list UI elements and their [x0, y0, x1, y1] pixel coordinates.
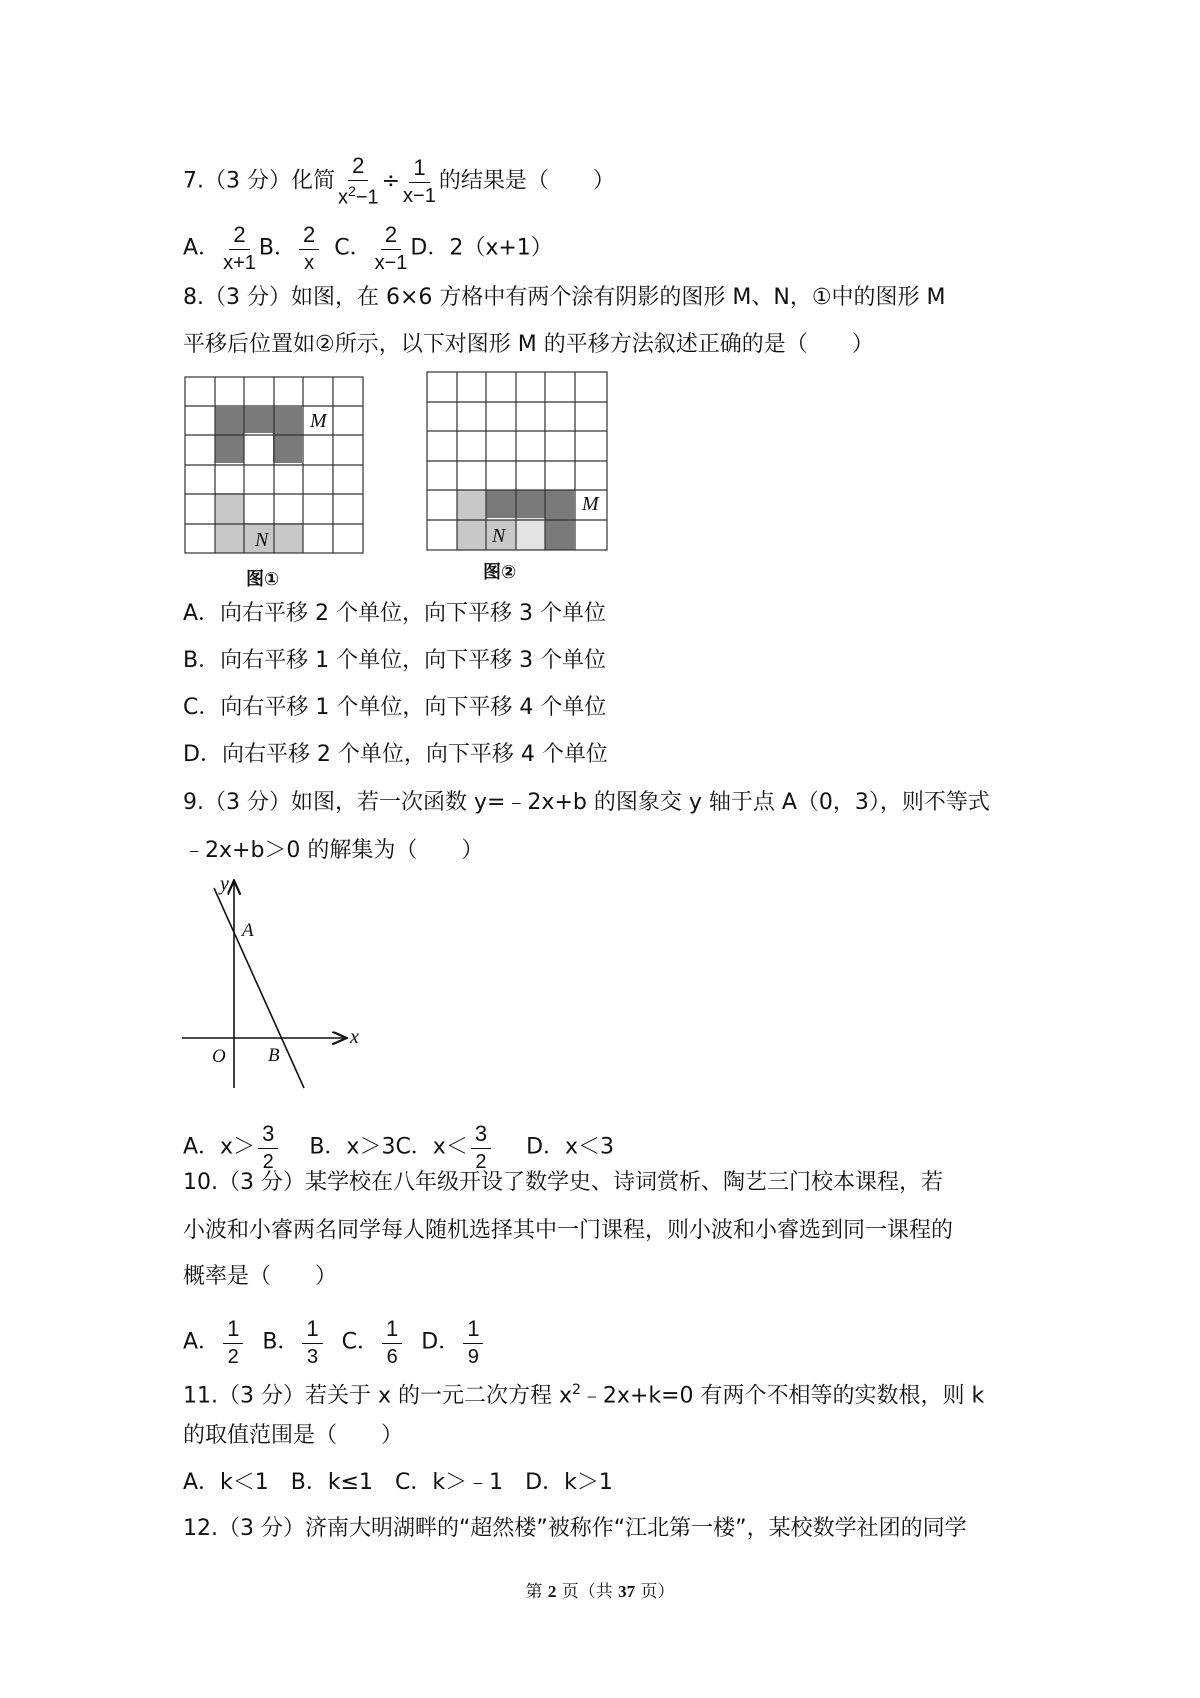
q9-option-c-denominator: 2 [475, 1151, 487, 1173]
q11-line-1-post: ﹣2x+k=0 有两个不相等的实数根，则 k [580, 1383, 985, 1409]
q9-option-d: D．x＜3 [526, 1134, 615, 1160]
q7-fraction-1 [338, 155, 379, 208]
q9-option-c-numerator: 3 [471, 1123, 491, 1149]
q10-option-b-numerator: 1 [302, 1318, 322, 1344]
q10-option-d-label: D． [421, 1329, 461, 1355]
q10-option-c-label: C． [341, 1329, 380, 1355]
q9-option-a-pre: A．x＞ [183, 1134, 256, 1160]
q7-f1-den-tail: −1 [355, 186, 379, 209]
q10-line-3: 概率是（ ） [183, 1264, 338, 1289]
q10-option-d-denominator: 9 [467, 1346, 479, 1368]
q10-option-a-denominator: 2 [227, 1346, 239, 1368]
footer-page-number: 2 [547, 1582, 557, 1601]
q7-option-b-fraction [299, 224, 319, 273]
q8-option-a: A．向右平移 2 个单位，向下平移 3 个单位 [183, 601, 607, 626]
q7-options [183, 224, 553, 273]
q7-option-b-numerator: 2 [299, 224, 319, 250]
q10-option-c-fraction [382, 1318, 402, 1367]
q7-option-b-denominator: x [304, 252, 315, 274]
footer-pre: 第 [525, 1582, 548, 1602]
q7-option-d: D．2（x+1） [410, 235, 553, 261]
q9-point-b-label: B [268, 1045, 280, 1066]
page-footer [0, 1577, 1200, 1602]
q7-fraction-2 [403, 154, 436, 207]
q11-options: A．k＜1 B．k≤1 C．k＞﹣1 D．k＞1 [183, 1470, 613, 1495]
q8-option-d: D．向右平移 2 个单位，向下平移 4 个单位 [183, 742, 608, 767]
q9-y-label: y [220, 873, 229, 895]
q7-option-c-denominator: x−1 [374, 252, 408, 274]
q8-option-b: B．向右平移 1 个单位，向下平移 3 个单位 [183, 648, 607, 673]
q7-stem-prefix: 7.（3 分）化简 [183, 168, 335, 194]
q11-line-1 [183, 1375, 984, 1411]
q7-f1-den-base: x [337, 186, 348, 209]
footer-post: 页） [635, 1582, 675, 1602]
q8-figure-2-caption: 图② [483, 562, 517, 583]
q7-fraction-1-numerator: 2 [348, 155, 368, 181]
q7-fraction-1-denominator [338, 181, 379, 208]
footer-total-pages: 37 [618, 1582, 636, 1601]
q9-graph [180, 870, 370, 1095]
footer-mid: 页（共 [556, 1582, 619, 1602]
q8-fig1-label-m: M [310, 410, 327, 432]
q7-option-c-numerator: 2 [381, 224, 401, 250]
q10-line-1: 10.（3 分）某学校在八年级开设了数学史、诗词赏析、陶艺三门校本课程，若 [183, 1170, 943, 1195]
q9-function-line [214, 888, 304, 1088]
q7-div-sign: ÷ [381, 168, 401, 194]
q9-option-a-numerator: 3 [258, 1123, 278, 1149]
q7-option-a-denominator: x+1 [223, 252, 256, 274]
q10-option-a-fraction [223, 1318, 243, 1367]
q8-figure-1-caption: 图① [246, 569, 280, 590]
q7-stem [183, 155, 615, 208]
q8-line-2: 平移后位置如②所示，以下对图形 M 的平移方法叙述正确的是（ ） [183, 332, 874, 357]
q9-option-bc: B．x＞3C．x＜ [309, 1134, 468, 1160]
q11-exponent: 2 [572, 1382, 581, 1398]
q7-option-a-label: A． [183, 235, 221, 261]
q11-line-2: 的取值范围是（ ） [183, 1423, 404, 1448]
q8-option-c: C．向右平移 1 个单位，向下平移 4 个单位 [183, 695, 607, 720]
q7-option-a-fraction [223, 224, 256, 273]
q9-option-a-denominator: 2 [262, 1151, 274, 1173]
q12-line-1: 12.（3 分）济南大明湖畔的“超然楼”被称作“江北第一楼”，某校数学社团的同学 [183, 1516, 967, 1541]
q10-option-b-fraction [302, 1318, 322, 1367]
q8-fig2-label-n: N [492, 525, 506, 547]
q7-option-a-numerator: 2 [229, 224, 249, 250]
q8-figure-1 [183, 375, 368, 560]
q10-option-a-numerator: 1 [223, 1318, 243, 1344]
q7-option-c-fraction [375, 224, 408, 273]
q10-option-d-fraction [463, 1318, 483, 1367]
q10-option-b-denominator: 3 [306, 1346, 319, 1368]
q9-origin-label: O [212, 1046, 226, 1067]
q10-option-c-denominator: 6 [386, 1346, 398, 1368]
q7-fraction-2-denominator: x−1 [403, 184, 436, 207]
q9-option-c-fraction [471, 1123, 491, 1172]
q9-line-2: ﹣2x+b＞0 的解集为（ ） [183, 838, 484, 863]
q11-line-1-pre: 11.（3 分）若关于 x 的一元二次方程 x [183, 1383, 572, 1409]
q9-options [183, 1123, 614, 1172]
q7-fraction-2-numerator: 1 [409, 157, 429, 183]
q9-x-label: x [350, 1026, 359, 1048]
q7-option-b-label: B． [258, 235, 296, 261]
q10-option-c-numerator: 1 [382, 1318, 402, 1344]
q7-f1-den-exponent: 2 [347, 183, 356, 199]
q10-options [183, 1318, 486, 1367]
q8-figure-2 [425, 370, 610, 555]
q8-fig2-label-m: M [582, 493, 599, 515]
q9-point-a-label: A [242, 920, 254, 941]
q10-option-a-label: A． [183, 1329, 221, 1355]
q9-option-a-fraction [258, 1123, 278, 1172]
q7-option-c-label: C． [334, 235, 372, 261]
q10-option-d-numerator: 1 [463, 1318, 483, 1344]
q9-line-1: 9.（3 分）如图，若一次函数 y=﹣2x+b 的图象交 y 轴于点 A（0，3），则不等式 [183, 790, 990, 815]
q8-line-1: 8.（3 分）如图，在 6×6 方格中有两个涂有阴影的图形 M、N，①中的图形 M [183, 285, 946, 310]
q8-fig1-label-n: N [255, 529, 269, 551]
q10-line-2: 小波和小睿两名同学每人随机选择其中一门课程，则小波和小睿选到同一课程的 [183, 1218, 954, 1243]
q10-option-b-label: B． [262, 1329, 300, 1355]
q7-stem-suffix: 的结果是（ ） [438, 168, 615, 194]
